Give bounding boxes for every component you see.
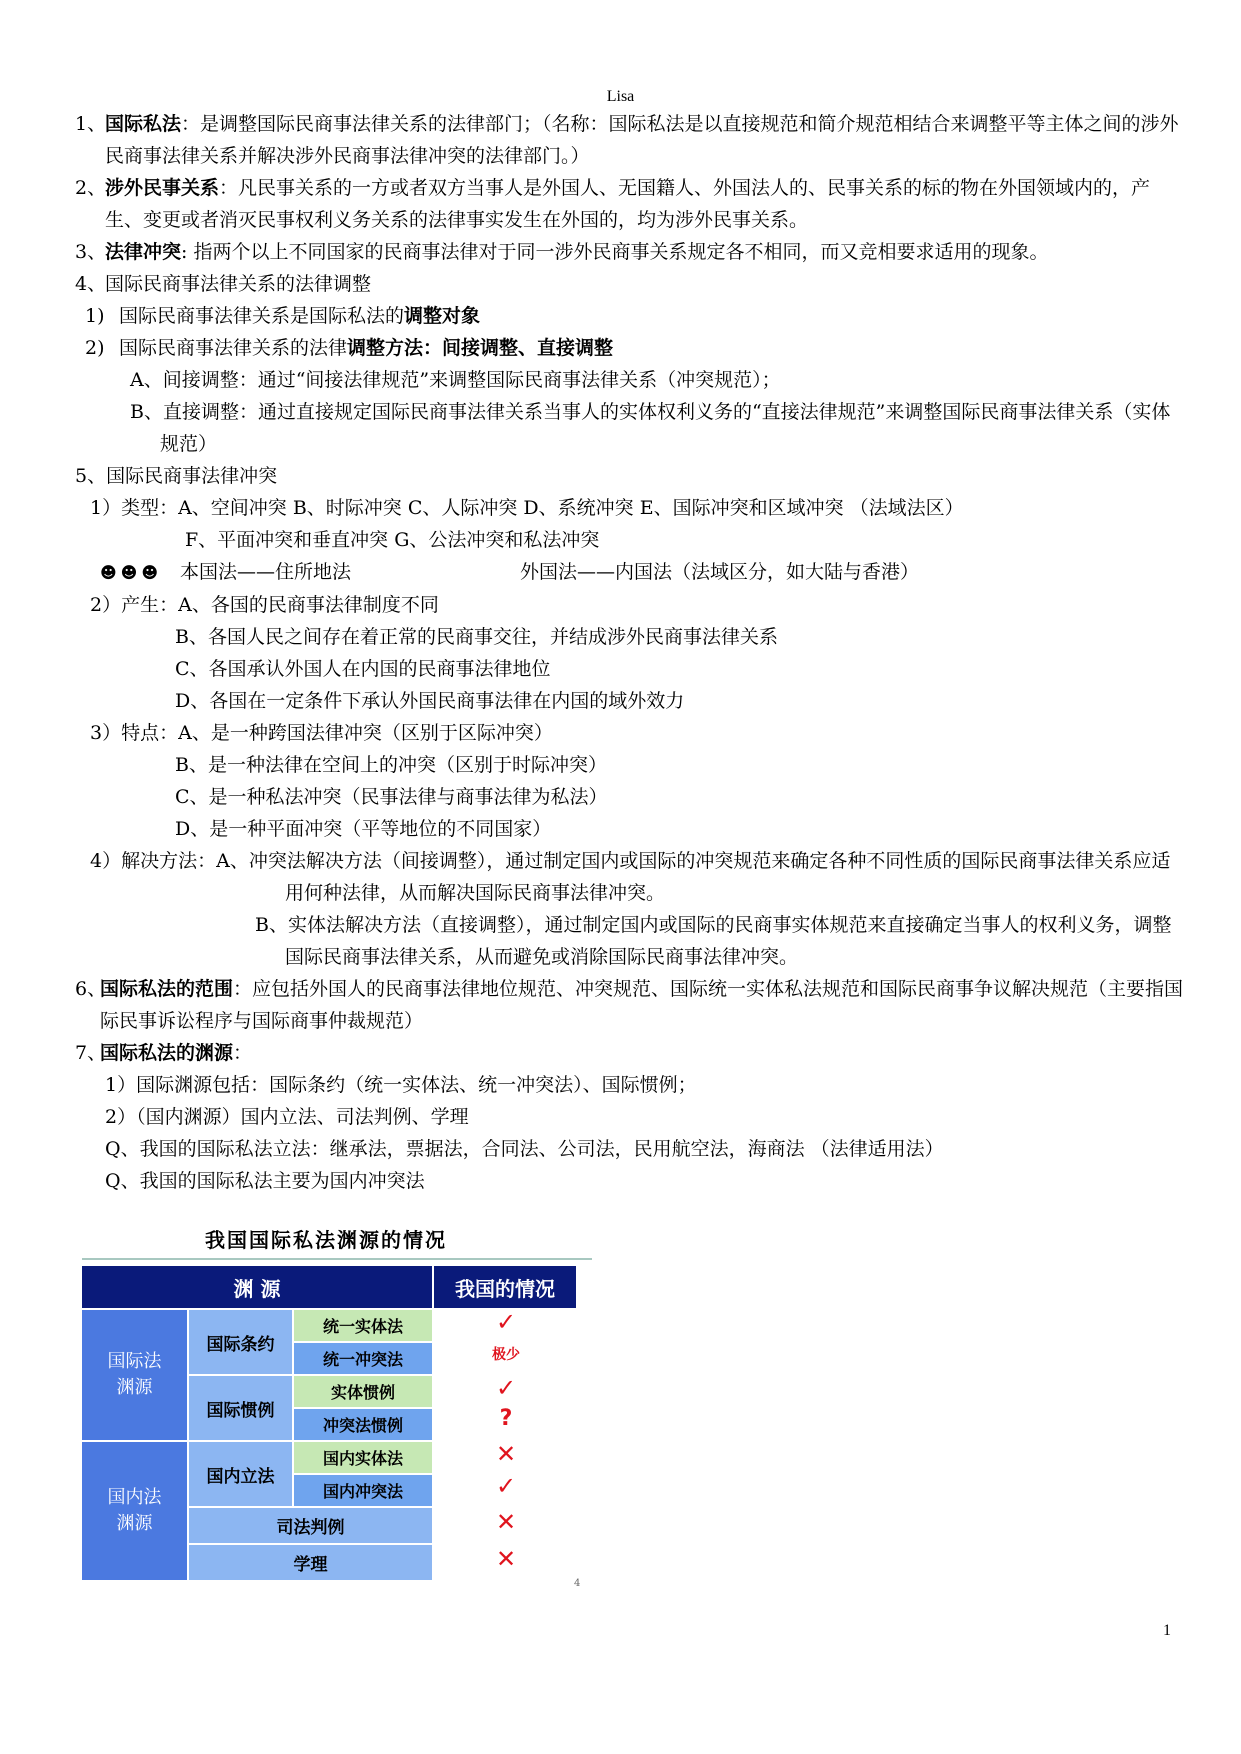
- conflict-cause-2: C、各国承认外国人在内国的民商事法律地位: [175, 658, 551, 680]
- item-4-sub-1: [75, 300, 1185, 332]
- check-icon: ✓: [495, 1308, 517, 1336]
- foreign-law: 外国法——内国法（法域区分，如大陆与香港）: [520, 561, 920, 583]
- item-6-term: 国际私法的范围: [100, 978, 234, 1000]
- item-5-num: 5、: [75, 465, 107, 487]
- conflict-types-1: 1）类型：A、空间冲突 B、时际冲突 C、人际冲突 D、系统冲突 E、国际冲突和区域冲突 （法域法区）: [90, 497, 964, 519]
- dom-conf-cell: 国内冲突法: [294, 1475, 432, 1506]
- conflict-types-2: F、平面冲突和垂直冲突 G、公法冲突和私法冲突: [185, 529, 600, 551]
- conflict-feature-0: [75, 717, 1185, 749]
- page-header: Lisa: [606, 88, 635, 105]
- item-4-sub-1-bold: 调整对象: [404, 305, 481, 327]
- item-4-sub-1-text: 国际民商事法律关系是国际私法的: [119, 305, 405, 327]
- item-7-num: 7、: [75, 1042, 107, 1064]
- item-4-sub-2: [75, 332, 1185, 364]
- dom-leg-cell: 国内立法: [189, 1442, 292, 1506]
- item-1-num: 1、: [75, 113, 107, 135]
- item-1: [75, 108, 1185, 172]
- home-law: 本国法——住所地法: [180, 561, 352, 583]
- item-5: [75, 460, 1185, 492]
- dom-group: 国内法 渊源: [82, 1442, 187, 1580]
- item-5-text: 国际民商事法律冲突: [106, 465, 278, 487]
- smiley-icons: ☻☻☻: [100, 563, 163, 582]
- solution-a-text: A、冲突法解决方法（间接调整），通过制定国内或国际的冲突规范来确定各种不同性质的国际民商事法律关系应适用何种法律，从而解决国际民商事法律冲突。: [216, 850, 1171, 904]
- feature-label: 3）特点：: [90, 722, 179, 744]
- cause-item: A、各国的民商事法律制度不同: [178, 594, 439, 616]
- item-2-num: 2、: [75, 177, 107, 199]
- item-7: [75, 1037, 1185, 1069]
- uni-sub-cell: 统一实体法: [294, 1310, 432, 1341]
- solution-b: B、实体法解决方法（直接调整），通过制定国内或国际的民商事实体规范来直接确定当事人的权利义务，调整国际民商事法律关系，从而避免或消除国际民商事法律冲突。: [255, 914, 1172, 968]
- solution-a: [75, 845, 1185, 909]
- item-7-line-4: Q、我国的国际私法主要为国内冲突法: [105, 1170, 425, 1192]
- item-7-line-2: 2）（国内渊源）国内立法、司法判例、学理: [105, 1106, 469, 1128]
- judicial-cell: 司法判例: [189, 1508, 432, 1543]
- feature-item: A、是一种跨国法律冲突（区别于区际冲突）: [178, 722, 553, 744]
- item-6-text: ：应包括外国人的民商事法律地位规范、冲突规范、国际统一实体私法规范和国际民商事争议解决规范（主要指国际民事诉讼程序与国际商事仲裁规范）: [100, 978, 1184, 1032]
- item-2-term: 涉外民事关系: [105, 177, 220, 199]
- item-7-line-1: 1）国际渊源包括：国际条约（统一实体法、统一冲突法）、国际惯例；: [105, 1074, 697, 1096]
- item-6-num: 6、: [75, 978, 107, 1000]
- cause-label: 2）产生：: [90, 594, 179, 616]
- item-4-num: 4、: [75, 273, 107, 295]
- item-2: [75, 172, 1185, 236]
- custom-cell: 国际惯例: [189, 1376, 292, 1440]
- page-number: 1: [1163, 1622, 1171, 1639]
- item-4-b: B、直接调整：通过直接规定国际民商事法律关系当事人的实体权利义务的“直接法律规范”来调整国际民商事法律关系（实体规范）: [130, 401, 1171, 455]
- item-3-term: 法律冲突: [105, 241, 182, 263]
- title-rule: [82, 1258, 592, 1260]
- item-4-sub-2-text: 国际民商事法律关系的法律: [119, 337, 348, 359]
- solution-label: 4）解决方法：: [90, 850, 217, 872]
- conflict-cause-3: D、各国在一定条件下承认外国民商事法律在内国的域外效力: [175, 690, 685, 712]
- item-2-text: ：凡民事关系的一方或者双方当事人是外国人、无国籍人、外国法人的、民事关系的标的物在外国领域内的，产生、变更或者消灭民事权利义务关系的法律事实发生在外国的，均为涉外民事关系。: [105, 177, 1151, 231]
- conf-custom-cell: 冲突法惯例: [294, 1409, 432, 1440]
- sub-custom-cell: 实体惯例: [294, 1376, 432, 1407]
- document-body: [75, 108, 1185, 1197]
- conflict-cause-1: B、各国人民之间存在着正常的民商事交往，并结成涉外民商事法律关系: [175, 626, 778, 648]
- item-4-sub-2-bold: 调整方法：间接调整、直接调整: [347, 337, 614, 359]
- check-icon: ✓: [495, 1374, 517, 1402]
- item-3-text: : 指两个以上不同国家的民商事法律对于同一涉外民商事关系规定各不相同，而又竞相要求适用的现象。: [181, 241, 1049, 263]
- check-icon: ✓: [495, 1472, 517, 1500]
- item-3-num: 3、: [75, 241, 107, 263]
- header-source: 渊 源: [82, 1266, 432, 1308]
- item-3: [75, 236, 1185, 268]
- conflict-feature-2: C、是一种私法冲突（民事法律与商事法律为私法）: [175, 786, 608, 808]
- item-7-line-3: Q、我国的国际私法立法：继承法，票据法，合同法、公司法，民用航空法，海商法 （法律适用法）: [105, 1138, 944, 1160]
- cross-icon: ✕: [495, 1440, 517, 1468]
- conflict-feature-1: B、是一种法律在空间上的冲突（区别于时际冲突）: [175, 754, 607, 776]
- rare-label: 极少: [492, 1347, 520, 1363]
- doctrine-cell: 学理: [189, 1545, 432, 1580]
- item-1-text: ：是调整国际民商事法律关系的法律部门；（名称：国际私法是以直接规范和简介规范相结合来调整平等主体之间的涉外民商事法律关系并解决涉外民商事法律冲突的法律部门。）: [105, 113, 1179, 167]
- item-4-sub-2-num: 2): [85, 337, 105, 359]
- question-icon: ?: [499, 1406, 513, 1431]
- item-4-sub-1-num: 1): [85, 305, 105, 327]
- cross-icon: ✕: [495, 1545, 517, 1573]
- item-7-term: 国际私法的渊源: [100, 1042, 234, 1064]
- slide-number: 4: [574, 1578, 581, 1589]
- header-status: 我国的情况: [434, 1266, 576, 1308]
- item-1-term: 国际私法: [105, 113, 182, 135]
- table-title: 我国国际私法渊源的情况: [205, 1228, 447, 1252]
- item-7-text: ：: [233, 1042, 253, 1064]
- conflict-cause-0: [75, 589, 1185, 621]
- uni-conf-cell: 统一冲突法: [294, 1343, 432, 1374]
- dom-sub-cell: 国内实体法: [294, 1442, 432, 1473]
- item-4-a: A、间接调整：通过“间接法律规范”来调整国际民商事法律关系（冲突规范）；: [130, 369, 781, 391]
- conflict-feature-3: D、是一种平面冲突（平等地位的不同国家）: [175, 818, 552, 840]
- cross-icon: ✕: [495, 1508, 517, 1536]
- law-pairs: [75, 556, 1185, 589]
- item-4: [75, 268, 1185, 300]
- intl-group: 国际法 渊源: [82, 1310, 187, 1440]
- item-4-text: 国际民商事法律关系的法律调整: [105, 273, 372, 295]
- item-6: [75, 973, 1185, 1037]
- treaty-cell: 国际条约: [189, 1310, 292, 1374]
